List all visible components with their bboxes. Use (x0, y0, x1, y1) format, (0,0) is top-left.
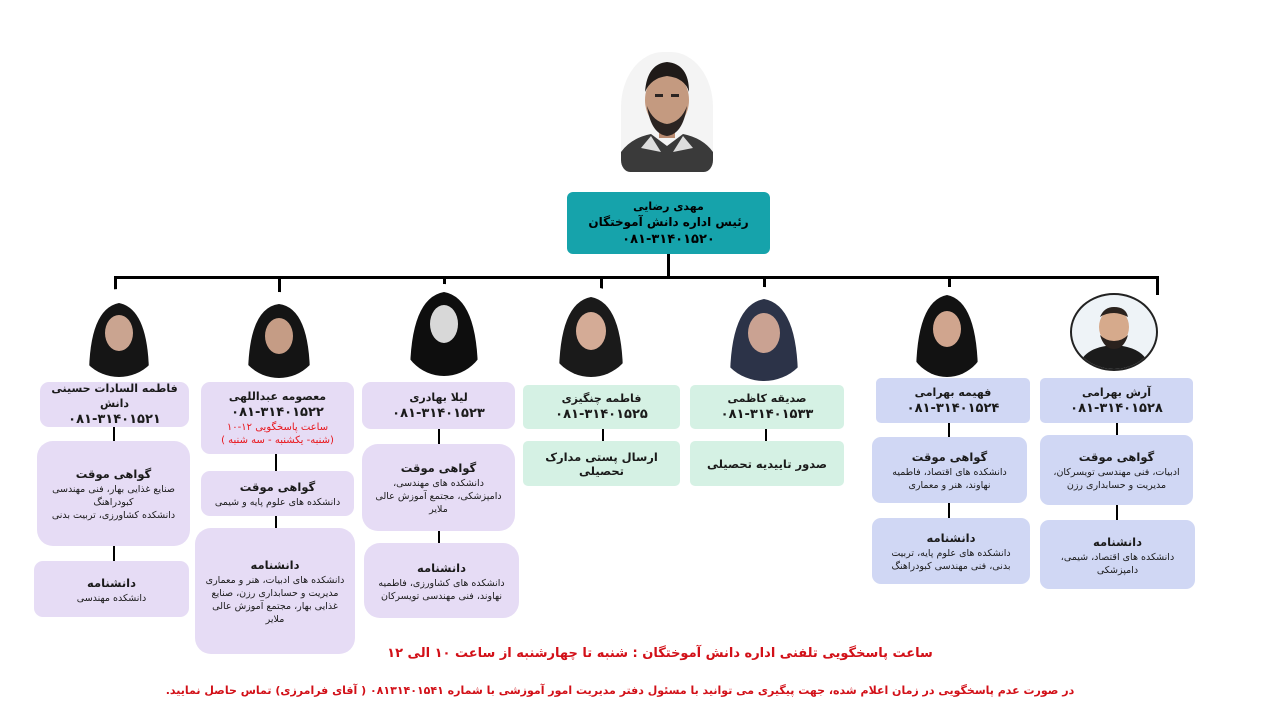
temp-cert-title: گواهی موقت (239, 480, 316, 494)
staff-card-6 (1040, 378, 1193, 423)
diploma-body: دانشکده های علوم پایه، تربیت بدنی، فنی مهندسی کبودراهنگ (891, 548, 1011, 572)
staff-phone: ۰۸۱-۳۱۴۰۱۵۲۱ (68, 412, 161, 427)
staff-photo-0 (75, 289, 163, 377)
head-phone: ۰۸۱-۳۱۴۰۱۵۲۰ (622, 231, 715, 247)
temp-cert-box-6 (1040, 435, 1193, 505)
staff-card-4 (690, 385, 844, 429)
staff-card-5 (876, 378, 1030, 423)
temp-cert-body: دانشکده های علوم پایه و شیمی (214, 497, 341, 508)
box-connector-line (765, 429, 767, 441)
staff-name: فهیمه بهرامی (914, 385, 992, 399)
staff-photo-5 (906, 287, 988, 377)
staff-card-1 (201, 382, 354, 454)
box-connector-line (113, 427, 115, 441)
box-connector-line (438, 429, 440, 444)
head-title: رئیس اداره دانش آموختگان (588, 214, 749, 229)
box-connector-line (275, 454, 277, 472)
staff-name: فاطمه السادات حسینی دانش (51, 382, 178, 410)
staff-card-3 (523, 385, 680, 429)
box-connector-line (275, 516, 277, 528)
temp-cert-title: گواهی موقت (75, 467, 152, 481)
branch-line (1156, 277, 1159, 295)
diploma-body: دانشکده های ادبیات، هنر و معماری مدیریت و حسابداری رزن، صنایع غذایی بهار، مجتمع آموزش عالی ملایر (205, 575, 345, 625)
diploma-box-0 (34, 561, 189, 617)
temp-cert-box-5 (872, 437, 1027, 503)
contact-note: در صورت عدم پاسخگویی در زمان اعلام شده، جهت پیگیری می توانید با مسئول دفتر مدیریت امور آموزشی با شماره ۰۸۱۳۱۴۰۱۵۴۱ ( آقای فرامرزی) تماس حاصل نمایید. (165, 684, 1075, 697)
diploma-box-1 (195, 528, 355, 654)
task-label: ارسال پستی مدارک تحصیلی (545, 449, 658, 478)
diploma-box-5 (872, 518, 1030, 584)
diploma-title: دانشنامه (926, 531, 976, 545)
box-connector-line (948, 503, 950, 518)
staff-name: معصومه عبداللهی (228, 390, 327, 403)
diploma-box-6 (1040, 520, 1195, 589)
staff-phone: ۰۸۱-۳۱۴۰۱۵۲۵ (555, 407, 648, 422)
temp-cert-box-2 (362, 444, 515, 531)
response-days: (شنبه- یکشنبه - سه شنبه ) (221, 435, 334, 446)
diploma-body: دانشکده های اقتصاد، شیمی، دامپزشکی (1060, 551, 1175, 576)
box-connector-line (438, 531, 440, 543)
diploma-title: دانشنامه (417, 560, 466, 575)
staff-phone: ۰۸۱-۳۱۴۰۱۵۲۳ (392, 405, 485, 421)
temp-cert-body: صنایع غذایی بهار، فنی مهندسی کبودراهنگ دانشکده کشاورزی، تربیت بدنی (51, 484, 176, 521)
staff-name: صدیقه کاظمی (727, 392, 807, 405)
temp-cert-body: ادبیات، فنی مهندسی تویسرکان، مدیریت و حسابداری رزن (1053, 467, 1180, 491)
box-connector-line (602, 429, 604, 441)
temp-cert-title: گواهی موقت (1078, 450, 1155, 464)
temp-cert-body: دانشکده های مهندسی، دامپزشکی، مجتمع آموزش عالی ملایر (375, 478, 502, 515)
staff-phone: ۰۸۱-۳۱۴۰۱۵۲۸ (1070, 400, 1163, 416)
staff-name: آرش بهرامی (1081, 385, 1152, 399)
task-box-3 (523, 441, 680, 486)
diploma-box-2 (364, 543, 519, 618)
staff-phone: ۰۸۱-۳۱۴۰۱۵۲۲ (231, 405, 324, 420)
staff-name: لیلا بهادری (409, 390, 468, 404)
diploma-body: دانشکده مهندسی (76, 592, 147, 604)
staff-photo-3 (547, 287, 635, 377)
staff-photo-4 (716, 287, 812, 381)
box-connector-line (113, 546, 115, 562)
staff-card-2 (362, 382, 515, 429)
staff-phone: ۰۸۱-۳۱۴۰۱۵۲۴ (906, 400, 1000, 416)
box-connector-line (1116, 423, 1118, 435)
head-connector-line (667, 254, 670, 278)
temp-cert-box-0 (37, 441, 190, 546)
box-connector-line (948, 423, 950, 437)
diploma-body: دانشکده های کشاورزی، فاطمیه نهاوند، فنی مهندسی تویسرکان (378, 577, 505, 602)
temp-cert-title: گواهی موقت (911, 450, 988, 464)
diploma-title: دانشنامه (1093, 534, 1142, 549)
head-photo (621, 52, 713, 172)
task-label: صدور تاییدیه تحصیلی (706, 456, 828, 471)
temp-cert-title: گواهی موقت (400, 461, 477, 475)
horizontal-bus-line (114, 276, 1159, 279)
box-connector-line (1116, 505, 1118, 520)
diploma-title: دانشنامه (250, 558, 300, 572)
task-box-4 (690, 441, 844, 486)
staff-name: فاطمه چنگیزی (561, 392, 642, 405)
response-hours: ساعت پاسخگویی ۱۲-۱۰ (226, 422, 329, 433)
staff-photo-2 (400, 284, 488, 376)
head-card (567, 192, 770, 254)
staff-phone: ۰۸۱-۳۱۴۰۱۵۳۳ (720, 407, 814, 422)
diploma-title: دانشنامه (87, 575, 136, 590)
staff-card-0 (40, 382, 189, 427)
temp-cert-body: دانشکده های اقتصاد، فاطمیه نهاوند، هنر و معماری (892, 467, 1007, 491)
temp-cert-box-1 (201, 471, 354, 516)
staff-photo-1 (236, 292, 322, 378)
staff-photo-6 (1070, 293, 1158, 371)
head-name: مهدی رضایی (633, 199, 704, 213)
phone-hours-note: ساعت پاسخگویی تلفنی اداره دانش آموختگان : شنبه تا چهارشنبه از ساعت ۱۰ الی ۱۲ (387, 646, 933, 661)
branch-line (948, 277, 951, 287)
